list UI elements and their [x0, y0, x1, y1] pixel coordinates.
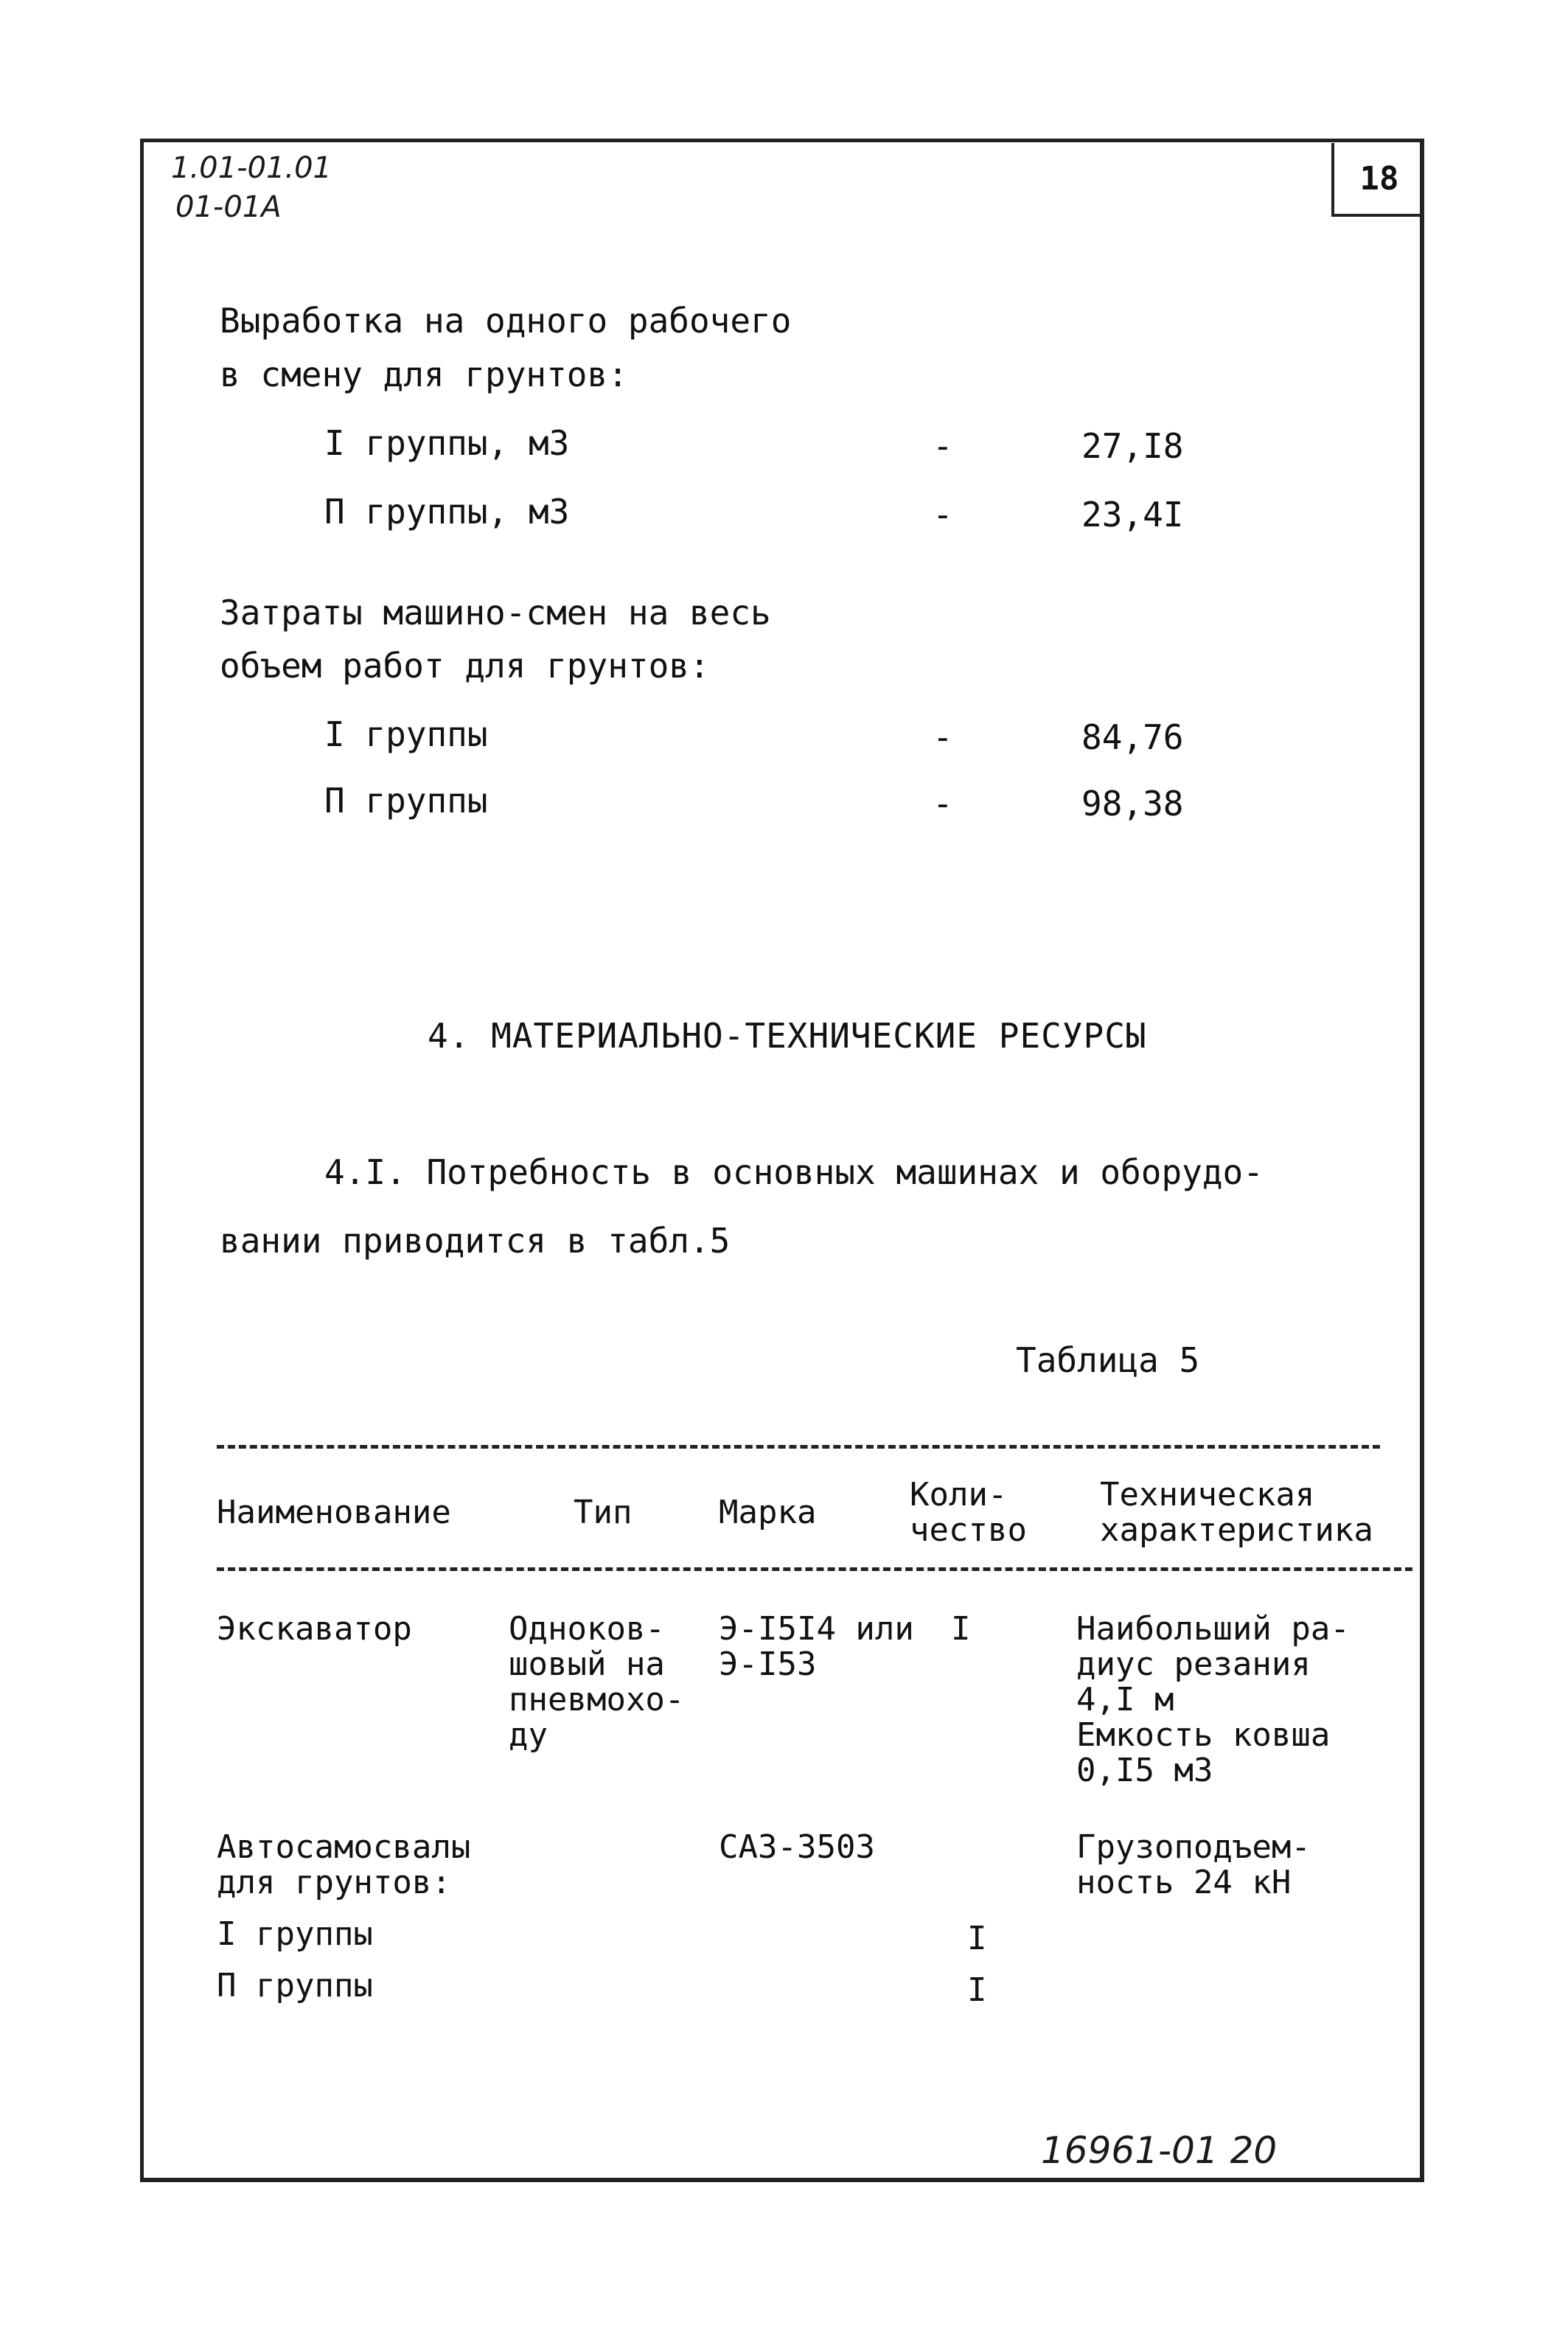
table-top-rule — [217, 1445, 1380, 1449]
costs-intro-line2: объем работ для грунтов: — [220, 646, 710, 686]
row-trucks-tech: Грузоподъем- ность 24 кН — [1076, 1828, 1311, 1901]
table-header-rule — [217, 1567, 1412, 1571]
row-excavator-qty: I — [951, 1610, 971, 1648]
output-row-1-label: I группы, м3 — [324, 423, 570, 463]
output-row-2-label: П группы, м3 — [324, 492, 570, 532]
row-trucks-sub-1-qty: I — [967, 1920, 987, 1957]
costs-intro-line1: Затраты машино-смен на весь — [220, 593, 771, 633]
row-excavator-type: Одноков- шовый на пневмохо- ду — [509, 1610, 685, 1754]
row-excavator-name: Экскаватор — [217, 1610, 412, 1648]
output-intro-line2: в смену для грунтов: — [220, 355, 628, 394]
costs-row-1-label: I группы — [324, 714, 488, 754]
doc-code-line2: 01-01A — [175, 190, 282, 224]
costs-row-2-value: 98,38 — [1081, 784, 1184, 823]
doc-code-line1: 1.01-01.01 — [171, 151, 332, 185]
costs-row-2-dash: - — [933, 784, 953, 823]
output-row-1-value: 27,I8 — [1081, 426, 1184, 466]
output-intro-line1: Выработка на одного рабочего — [220, 301, 792, 341]
header-tech-line1: Техническая — [1100, 1476, 1315, 1514]
footer-code: 16961-01 20 — [1041, 2129, 1278, 2172]
section-heading: 4. МАТЕРИАЛЬНО-ТЕХНИЧЕСКИЕ РЕСУРСЫ — [428, 1016, 1147, 1056]
row-trucks-name: Автосамосвалы для грунтов: — [217, 1828, 471, 1901]
costs-row-1-value: 84,76 — [1081, 717, 1184, 757]
header-brand: Марка — [719, 1494, 817, 1531]
costs-row-1-dash: - — [933, 717, 953, 757]
row-excavator-brand: Э-I5I4 или Э-I53 — [719, 1610, 914, 1683]
row-trucks-sub-2-qty: I — [967, 1971, 987, 2009]
table-caption: Таблица 5 — [1016, 1340, 1200, 1380]
row-trucks-sub-2-name: П группы — [217, 1967, 373, 2005]
row-excavator-tech: Наибольший ра- диус резания 4,I м Емкость ковша 0,I5 м3 — [1076, 1610, 1350, 1789]
row-trucks-sub-1-name: I группы — [217, 1915, 373, 1953]
section-paragraph-line2: вании приводится в табл.5 — [220, 1221, 731, 1261]
page-number: 18 — [1331, 143, 1424, 217]
header-qty-line1: Коли- — [910, 1476, 1008, 1514]
section-paragraph-line1: 4.I. Потребность в основных машинах и оборудо- — [324, 1152, 1264, 1192]
row-trucks-brand: САЗ-3503 — [719, 1828, 875, 1866]
header-qty-line2: чество — [910, 1511, 1027, 1549]
output-row-2-value: 23,4I — [1081, 495, 1184, 534]
header-name: Наименование — [217, 1494, 451, 1531]
header-tech-line2: характеристика — [1100, 1511, 1373, 1549]
costs-row-2-label: П группы — [324, 781, 488, 821]
header-type: Тип — [574, 1494, 633, 1531]
output-row-2-dash: - — [933, 495, 953, 534]
output-row-1-dash: - — [933, 426, 953, 466]
